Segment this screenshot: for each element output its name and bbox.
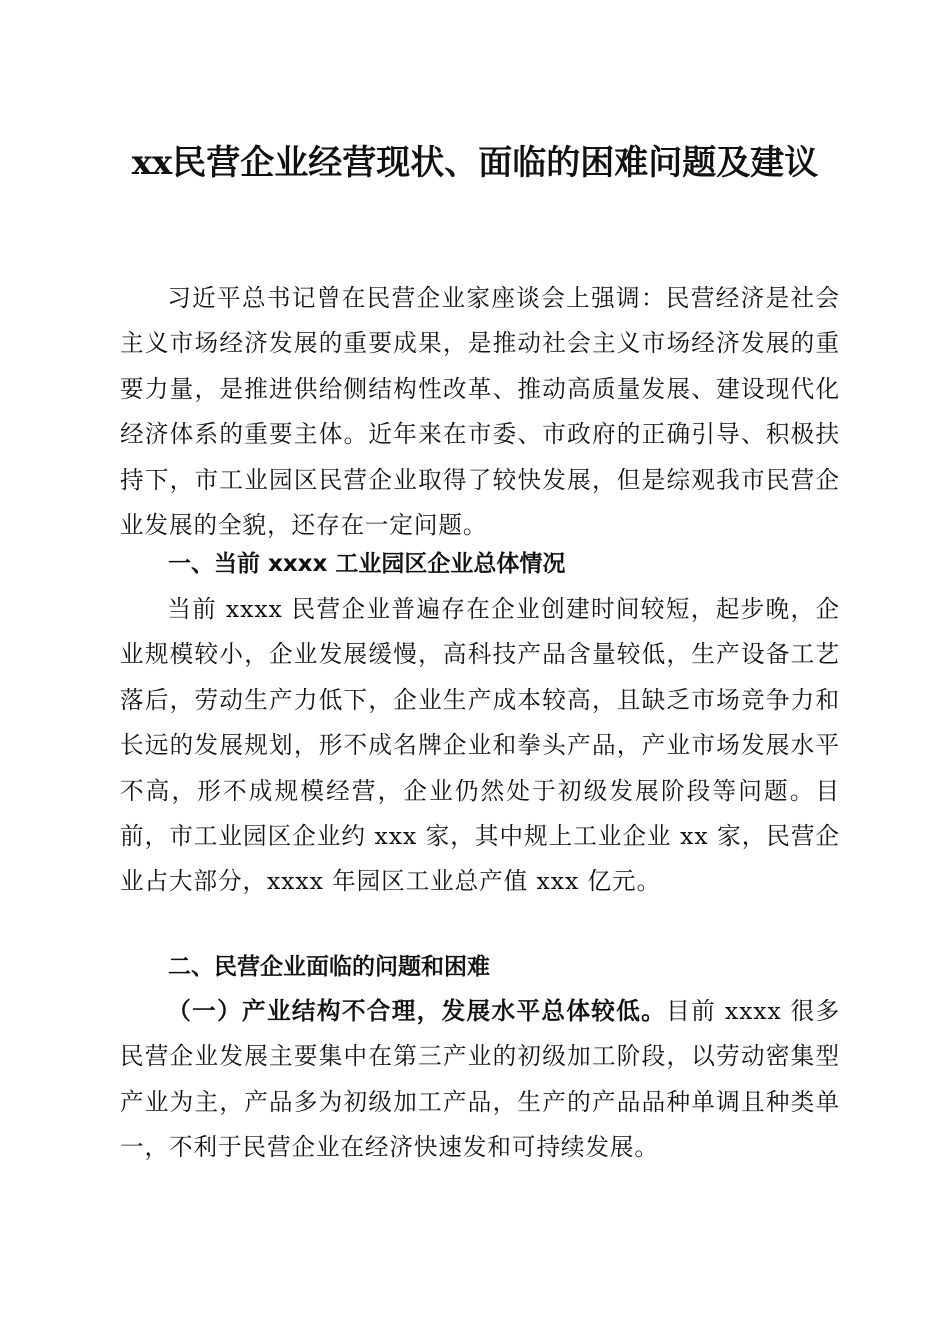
section-heading-1: 一、当前 xxxx 工业园区企业总体情况	[168, 551, 566, 577]
subsection-1-paragraph	[120, 989, 840, 1171]
intro-paragraph: 习近平总书记曾在民营企业家座谈会上强调：民营经济是社会主义市场经济发展的重要成果，是推动社会主义市场经济发展的重要力量，是推进供给侧结构性改革、推动高质量发展、建设现代化经济体系的重要主体。近年来在市委、市政府的正确引导、积极扶持下，市工业园区民营企业取得了较快发展，但是综观我市民营企业发展的全貌，还存在一定问题。	[120, 284, 840, 540]
subsection-1-body: 目前 xxxx 很多民营企业发展主要集中在第三产业的初级加工阶段，以劳动密集型产业为主，产品多为初级加工产品，生产的产品品种单调且种类单一，不利于民营企业在经济快速发和可持续发展。	[120, 997, 840, 1162]
section-1-paragraph: 当前 xxxx 民营企业普遍存在企业创建时间较短，起步晚，企业规模较小，企业发展缓慢，高科技产品含量较低，生产设备工艺落后，劳动生产力低下，企业生产成本较高，且缺乏市场竞争力和长远的发展规划，形不成名牌企业和拳头产品，产业市场发展水平不高，形不成规模经营，企业仍然处于初级发展阶段等问题。目前，市工业园区企业约 xxx 家，其中规上工业企业 xx 家，民营企业占大部分，xxxx 年园区工业总产值 xxx 亿元。	[120, 595, 840, 896]
document-title: xx民营企业经营现状、面临的困难问题及建议	[131, 143, 819, 183]
section-heading-2: 二、民营企业面临的问题和困难	[168, 954, 490, 980]
subsection-1-title: （一）产业结构不合理，发展水平总体较低。	[167, 997, 667, 1025]
